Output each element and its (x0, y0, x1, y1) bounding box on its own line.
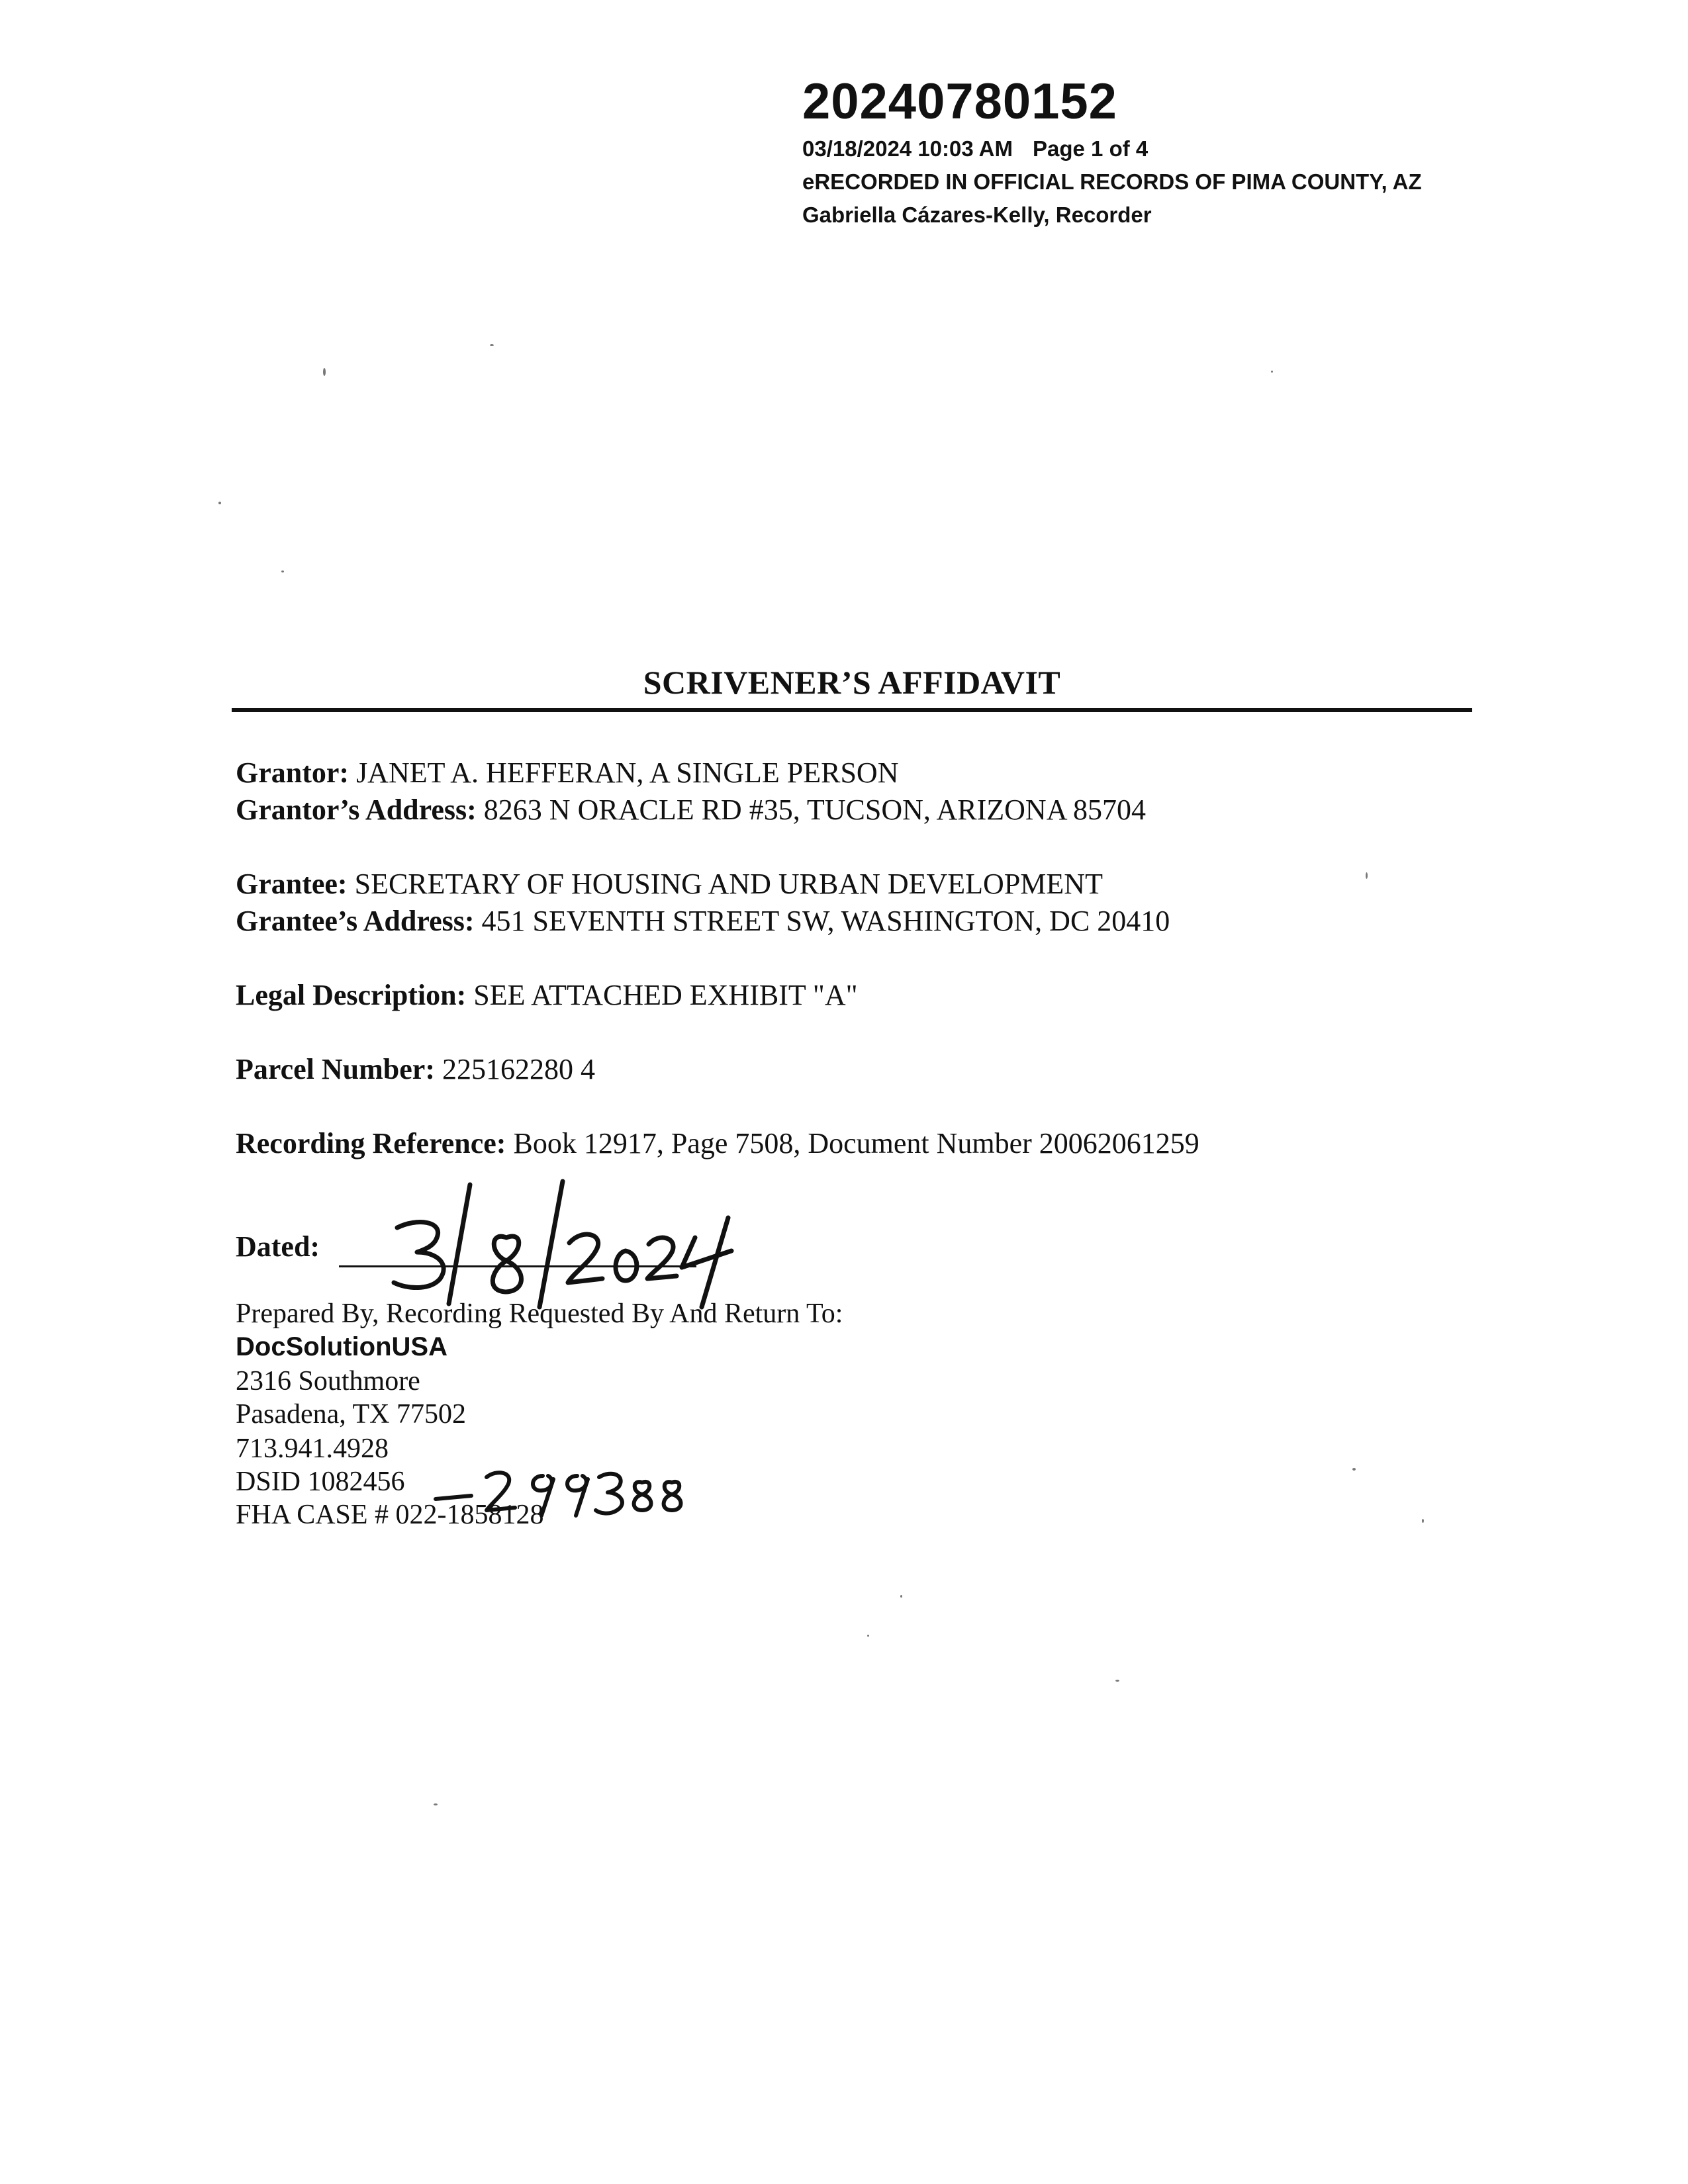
grantee-address-value: 451 SEVENTH STREET SW, WASHINGTON, DC 20410 (474, 905, 1170, 937)
grantor-address-row (236, 792, 1146, 829)
legal-description-row (236, 977, 858, 1014)
recording-number: 20240780152 (802, 73, 1117, 130)
prepared-by-company: DocSolutionUSA (236, 1332, 447, 1361)
legal-description-label: Legal Description: (236, 979, 467, 1011)
document-title: SCRIVENER’S AFFIDAVIT (643, 664, 1061, 701)
recording-date-time: 03/18/2024 10:03 AM (802, 136, 1013, 161)
title-underline (232, 708, 1472, 712)
grantor-address-value: 8263 N ORACLE RD #35, TUCSON, ARIZONA 85704 (476, 794, 1147, 826)
grantee-address-row (236, 903, 1170, 940)
scan-speck (281, 570, 284, 572)
scan-speck (1115, 1680, 1119, 1682)
recording-reference-value: Book 12917, Page 7508, Document Number 20062061259 (506, 1127, 1199, 1160)
handwritten-dsid-suffix (430, 1463, 695, 1522)
parcel-number-value: 225162280 4 (434, 1053, 595, 1085)
grantor-address-label: Grantor’s Address: (236, 794, 477, 826)
scan-speck (218, 502, 221, 504)
scan-speck (323, 368, 326, 376)
grantor-label: Grantor: (236, 756, 350, 789)
scan-speck (1366, 872, 1368, 879)
parcel-number-row (236, 1051, 595, 1088)
scan-speck (1271, 371, 1273, 373)
grantee-address-label: Grantee’s Address: (236, 905, 475, 937)
recording-date-line (802, 132, 1422, 165)
dated-label: Dated: (236, 1230, 320, 1263)
recorder-name: Gabriella Cázares-Kelly, Recorder (802, 203, 1152, 227)
grantor-row (236, 754, 898, 792)
recording-stamp (802, 71, 1422, 232)
prepared-by-heading: Prepared By, Recording Requested By And Return To: (236, 1298, 843, 1329)
grantee-row (236, 866, 1103, 903)
scan-speck (490, 344, 494, 346)
prepared-by-street: 2316 Southmore (236, 1366, 420, 1396)
prepared-by-phone: 713.941.4928 (236, 1433, 389, 1464)
prepared-by-dsid: DSID 1082456 (236, 1467, 405, 1497)
scan-speck (1422, 1519, 1424, 1523)
scan-speck (434, 1803, 438, 1805)
prepared-by-city: Pasadena, TX 77502 (236, 1399, 466, 1430)
recording-reference-label: Recording Reference: (236, 1127, 506, 1160)
grantee-value: SECRETARY OF HOUSING AND URBAN DEVELOPMENT (347, 868, 1103, 900)
scan-speck (900, 1595, 902, 1598)
legal-description-value: SEE ATTACHED EXHIBIT "A" (466, 979, 858, 1011)
parcel-number-label: Parcel Number: (236, 1053, 435, 1085)
scan-speck (867, 1635, 869, 1637)
scan-speck (1352, 1468, 1356, 1471)
prepared-by-fha-case: FHA CASE # 022-1858128 (236, 1500, 544, 1530)
recording-reference-row (236, 1125, 1199, 1162)
grantee-label: Grantee: (236, 868, 348, 900)
recording-page-info: Page 1 of 4 (1033, 136, 1149, 161)
recording-county: eRECORDED IN OFFICIAL RECORDS OF PIMA COUNTY, AZ (802, 169, 1422, 194)
grantor-value: JANET A. HEFFERAN, A SINGLE PERSON (349, 756, 899, 789)
handwritten-date (371, 1165, 741, 1310)
